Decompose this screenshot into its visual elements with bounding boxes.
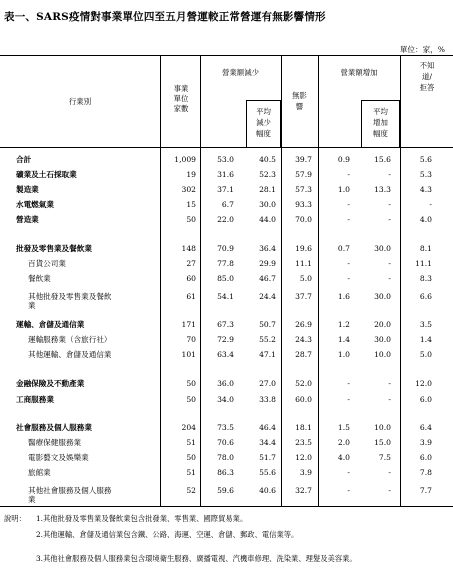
cell-none: 23.5 <box>295 438 312 447</box>
cell-inc: - <box>347 486 350 495</box>
cell-unk: 6.0 <box>419 453 432 462</box>
row-label: 製造業 <box>16 185 39 194</box>
cell-unk: 4.3 <box>419 185 432 194</box>
cell-firms: 302 <box>181 185 196 194</box>
cell-firms: 61 <box>186 292 196 301</box>
cell-dec-avg: 50.7 <box>259 320 276 329</box>
cell-inc: - <box>347 215 350 224</box>
row-label: 其他批發及零售業及餐飲 業 <box>28 292 112 310</box>
cell-inc: 1.5 <box>337 423 350 432</box>
cell-unk: 5.3 <box>419 170 432 179</box>
cell-inc: 2.0 <box>337 438 350 447</box>
cell-inc-avg: - <box>388 486 391 495</box>
row-label: 百貨公司業 <box>28 259 66 268</box>
cell-inc: 4.0 <box>337 453 350 462</box>
cell-inc: - <box>347 468 350 477</box>
cell-firms: 70 <box>186 335 196 344</box>
cell-unk: 6.4 <box>419 423 432 432</box>
table-top-rule <box>0 55 453 56</box>
cell-inc-avg: - <box>388 379 391 388</box>
cell-inc-avg: - <box>388 215 391 224</box>
header-industry: 行業別 <box>68 97 92 106</box>
cell-dec-avg: 51.7 <box>259 453 276 462</box>
cell-unk: 3.9 <box>419 438 432 447</box>
cell-dec: 34.0 <box>217 395 234 404</box>
row-label: 水電燃氣業 <box>16 200 54 209</box>
cell-dec: 31.6 <box>217 170 234 179</box>
cell-firms: 51 <box>186 468 196 477</box>
row-label: 其他社會服務及個人服務 業 <box>28 486 112 504</box>
cell-unk: 5.0 <box>419 350 432 359</box>
cell-unk: 8.1 <box>419 244 432 253</box>
cell-dec-avg: 46.7 <box>259 274 276 283</box>
row-label: 營造業 <box>16 215 39 224</box>
row-label: 金融保險及不動產業 <box>16 379 85 388</box>
cell-inc-avg: 30.0 <box>374 335 391 344</box>
row-label: 醫療保健服務業 <box>28 438 82 447</box>
cell-inc: 1.0 <box>337 185 350 194</box>
cell-inc-avg: 7.5 <box>378 453 391 462</box>
cell-inc: - <box>347 170 350 179</box>
cell-inc-avg: 20.0 <box>374 320 391 329</box>
cell-none: 70.0 <box>295 215 312 224</box>
cell-dec: 72.9 <box>217 335 234 344</box>
row-label: 批發及零售業及餐飲業 <box>16 244 92 253</box>
cell-dec-avg: 27.0 <box>259 379 276 388</box>
column-divider <box>318 55 319 506</box>
row-label: 運輸、倉儲及通信業 <box>16 320 85 329</box>
cell-dec-avg: 44.0 <box>259 215 276 224</box>
cell-none: 26.9 <box>295 320 312 329</box>
cell-inc: 0.7 <box>337 244 350 253</box>
cell-unk: 6.6 <box>419 292 432 301</box>
cell-dec: 70.6 <box>217 438 234 447</box>
cell-inc-avg: 10.0 <box>374 350 391 359</box>
row-label: 其他運輸、倉儲及通信業 <box>28 350 112 359</box>
header-firms: 事業 單位 家數 <box>173 84 189 113</box>
cell-firms: 171 <box>181 320 196 329</box>
table-bottom-rule <box>0 506 453 507</box>
row-label: 礦業及土石採取業 <box>16 170 77 179</box>
cell-inc-avg: - <box>388 274 391 283</box>
cell-unk: 1.4 <box>419 335 432 344</box>
cell-none: 12.0 <box>295 453 312 462</box>
cell-inc: 1.4 <box>337 335 350 344</box>
cell-inc: - <box>347 379 350 388</box>
cell-none: 57.9 <box>295 170 312 179</box>
cell-inc: 1.6 <box>337 292 350 301</box>
cell-inc-avg: - <box>388 259 391 268</box>
cell-dec: 53.0 <box>217 155 234 164</box>
cell-inc: - <box>347 259 350 268</box>
cell-firms: 101 <box>181 350 196 359</box>
cell-dec-avg: 52.3 <box>259 170 276 179</box>
cell-inc-avg: 30.0 <box>374 292 391 301</box>
cell-unk: 8.3 <box>419 274 432 283</box>
cell-inc-avg: 15.0 <box>374 438 391 447</box>
cell-firms: 50 <box>186 215 196 224</box>
cell-dec: 77.8 <box>217 259 234 268</box>
cell-dec-avg: 34.4 <box>259 438 276 447</box>
cell-dec-avg: 33.8 <box>259 395 276 404</box>
cell-firms: 148 <box>181 244 196 253</box>
row-label: 電影藝文及娛樂業 <box>28 453 89 462</box>
cell-none: 5.0 <box>299 274 312 283</box>
row-label: 餐飲業 <box>28 274 51 283</box>
row-label: 旅館業 <box>28 468 51 477</box>
header-decrease-avg: 平均 減少 幅度 <box>256 107 271 138</box>
header-no-effect: 無影 響 <box>292 91 307 111</box>
note-item: 1.其他批發及零售業及餐飲業包含批發業、零售業、國際貿易業。 <box>36 514 248 523</box>
cell-dec: 22.0 <box>217 215 234 224</box>
cell-dec-avg: 30.0 <box>259 200 276 209</box>
cell-dec-avg: 47.1 <box>259 350 276 359</box>
cell-dec-avg: 55.2 <box>259 335 276 344</box>
cell-dec: 36.0 <box>217 379 234 388</box>
cell-unk: 6.0 <box>419 395 432 404</box>
cell-unk: 11.1 <box>415 259 432 268</box>
cell-dec-avg: 46.4 <box>259 423 276 432</box>
cell-inc: 1.2 <box>337 320 350 329</box>
header-unknown: 不知 道/ 拒答 <box>419 61 435 92</box>
cell-dec: 67.3 <box>217 320 234 329</box>
header-increase-avg: 平均 增加 幅度 <box>373 107 388 138</box>
column-divider <box>281 55 282 506</box>
cell-inc-avg: 15.6 <box>374 155 391 164</box>
note-item: 3.其他社會服務及個人服務業包含環境衛生服務、廣播電視、汽機車修理、洗染業、理髮及美容業。 <box>36 554 357 563</box>
cell-firms: 204 <box>181 423 196 432</box>
cell-dec: 73.5 <box>217 423 234 432</box>
unit-note: 單位：家，% <box>399 45 445 54</box>
cell-dec: 54.1 <box>217 292 234 301</box>
cell-none: 39.7 <box>295 155 312 164</box>
cell-dec-avg: 55.6 <box>259 468 276 477</box>
cell-unk: 7.8 <box>419 468 432 477</box>
cell-none: 37.7 <box>295 292 312 301</box>
cell-inc-avg: 13.3 <box>374 185 391 194</box>
cell-dec: 6.7 <box>221 200 234 209</box>
notes-prefix: 說明： <box>4 514 26 523</box>
header-decrease-group: 營業額減少 <box>222 68 259 77</box>
cell-inc-avg: 10.0 <box>374 423 391 432</box>
cell-firms: 51 <box>186 438 196 447</box>
header-increase-group: 營業額增加 <box>340 68 378 77</box>
cell-dec: 70.9 <box>217 244 234 253</box>
cell-dec-avg: 29.9 <box>259 259 276 268</box>
cell-unk: 3.5 <box>419 320 432 329</box>
cell-none: 93.3 <box>295 200 312 209</box>
cell-inc-avg: - <box>388 395 391 404</box>
cell-inc: - <box>347 395 350 404</box>
cell-none: 32.7 <box>295 486 312 495</box>
cell-dec: 85.0 <box>217 274 234 283</box>
row-label: 工商服務業 <box>16 395 54 404</box>
cell-dec: 63.4 <box>217 350 234 359</box>
cell-inc-avg: - <box>388 170 391 179</box>
cell-firms: 19 <box>186 170 196 179</box>
cell-none: 60.0 <box>295 395 312 404</box>
cell-inc: - <box>347 200 350 209</box>
cell-none: 18.1 <box>295 423 312 432</box>
cell-dec: 86.3 <box>217 468 234 477</box>
cell-inc: 1.0 <box>337 350 350 359</box>
cell-unk: 4.0 <box>419 215 432 224</box>
note-item: 2.其他運輸、倉儲及通信業包含鐵、公路、海運、空運、倉儲、郵政、電信業等。 <box>36 530 299 539</box>
cell-none: 3.9 <box>299 468 312 477</box>
row-label: 合計 <box>16 155 32 164</box>
cell-dec-avg: 40.5 <box>259 155 276 164</box>
cell-dec: 37.1 <box>217 185 234 194</box>
cell-inc-avg: 30.0 <box>374 244 391 253</box>
cell-dec-avg: 40.6 <box>259 486 276 495</box>
cell-unk: 5.6 <box>419 155 432 164</box>
cell-none: 11.1 <box>295 259 312 268</box>
cell-firms: 52 <box>186 486 196 495</box>
column-divider <box>400 55 401 506</box>
cell-inc-avg: - <box>388 200 391 209</box>
cell-inc: 0.9 <box>337 155 350 164</box>
cell-unk: 12.0 <box>415 379 432 388</box>
cell-dec-avg: 24.4 <box>259 292 276 301</box>
cell-none: 19.6 <box>295 244 312 253</box>
cell-firms: 50 <box>186 395 196 404</box>
column-divider <box>160 55 161 506</box>
cell-unk: - <box>429 200 432 209</box>
cell-dec-avg: 28.1 <box>259 185 276 194</box>
cell-firms: 15 <box>186 200 196 209</box>
cell-inc-avg: - <box>388 468 391 477</box>
cell-none: 57.3 <box>295 185 312 194</box>
cell-inc: - <box>347 274 350 283</box>
cell-firms: 1,009 <box>174 155 196 164</box>
cell-dec: 78.0 <box>217 453 234 462</box>
row-label: 運輸服務業（含旅行社） <box>28 335 112 344</box>
cell-firms: 27 <box>186 259 196 268</box>
column-divider <box>200 55 201 506</box>
cell-firms: 60 <box>186 274 196 283</box>
row-label: 社會服務及個人服務業 <box>16 423 92 432</box>
cell-dec-avg: 36.4 <box>259 244 276 253</box>
cell-unk: 7.7 <box>419 486 432 495</box>
cell-dec: 59.6 <box>217 486 234 495</box>
cell-firms: 50 <box>186 379 196 388</box>
cell-none: 28.7 <box>295 350 312 359</box>
cell-none: 52.0 <box>295 379 312 388</box>
cell-none: 24.3 <box>295 335 312 344</box>
page-title: 表一、SARS疫情對事業單位四至五月營運較正常營運有無影響情形 <box>4 11 326 23</box>
cell-firms: 50 <box>186 453 196 462</box>
